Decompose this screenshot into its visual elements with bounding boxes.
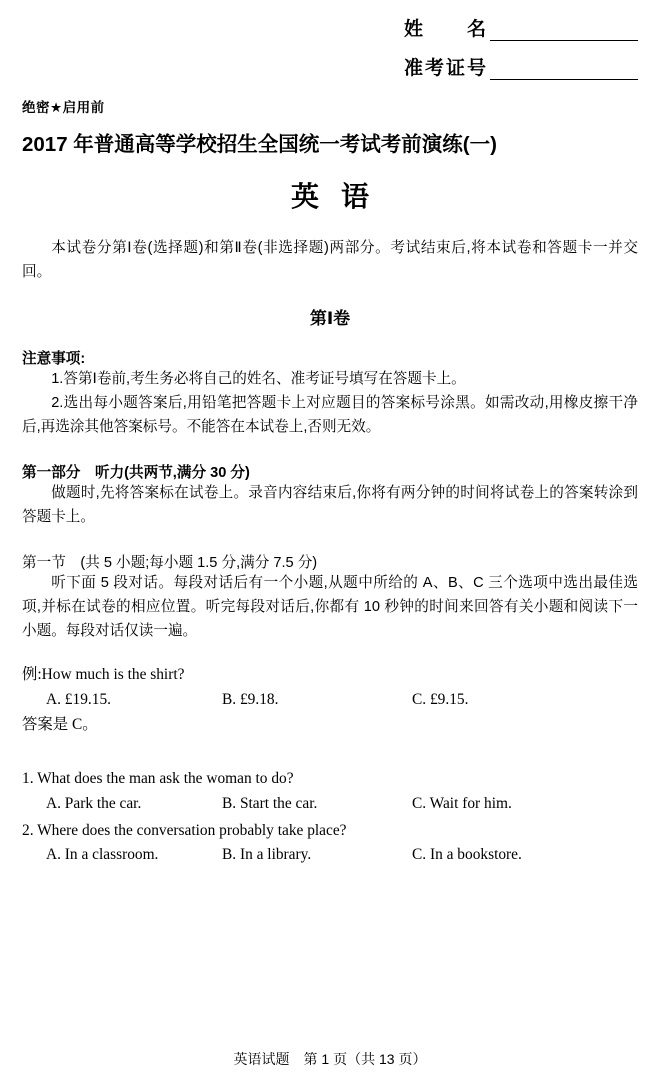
example-option-c[interactable]: C. £9.15. bbox=[412, 691, 469, 709]
exam-paper-page bbox=[0, 14, 660, 1075]
notice-item-2: 2.选出每小题答案后,用铅笔把答题卡上对应题目的答案标号涂黑。如需改动,用橡皮擦干净后,再选涂其他答案标号。不能答在本试卷上,否则无效。 bbox=[22, 394, 638, 435]
name-field-row bbox=[22, 14, 638, 41]
question-list bbox=[22, 767, 638, 868]
example-options bbox=[22, 688, 638, 713]
ticket-field-row bbox=[22, 53, 638, 80]
question-2-option-a[interactable]: A. In a classroom. bbox=[46, 846, 159, 864]
notice-heading: 注意事项: bbox=[22, 351, 86, 368]
example-option-b[interactable]: B. £9.18. bbox=[222, 691, 279, 709]
example-answer: 答案是 C。 bbox=[22, 715, 98, 733]
page-title: 2017 年普通高等学校招生全国统一考试考前演练(一) bbox=[22, 133, 497, 156]
question-1-options bbox=[22, 792, 638, 817]
part-one-heading: 第一部分 听力(共两节,满分 30 分) bbox=[22, 465, 250, 482]
question-2-option-c[interactable]: C. In a bookstore. bbox=[412, 846, 522, 864]
secret-notice: 绝密★启用前 bbox=[22, 100, 105, 115]
part-one-description: 做题时,先将答案标在试卷上。录音内容结束后,你将有两分钟的时间将试卷上的答案转涂到答题卡上。 bbox=[22, 485, 638, 525]
question-2-options bbox=[22, 843, 638, 868]
question-1-option-b[interactable]: B. Start the car. bbox=[222, 794, 318, 812]
intro-block bbox=[22, 237, 638, 284]
intro-text: 本试卷分第Ⅰ卷(选择题)和第Ⅱ卷(非选择题)两部分。考试结束后,将本试卷和答题卡一并交回。 bbox=[22, 240, 638, 280]
question-1-prompt: 1. What does the man ask the woman to do? bbox=[22, 770, 294, 788]
example-option-a[interactable]: A. £19.15. bbox=[46, 691, 111, 709]
name-label: 姓 名 bbox=[403, 19, 488, 40]
notice-item-1: 1.答第Ⅰ卷前,考生务必将自己的姓名、准考证号填写在答题卡上。 bbox=[51, 371, 466, 388]
question-item bbox=[22, 767, 638, 816]
paper-section-heading: 第Ⅰ卷 bbox=[309, 309, 351, 329]
question-2-option-b[interactable]: B. In a library. bbox=[222, 846, 312, 864]
question-1-option-c[interactable]: C. Wait for him. bbox=[412, 794, 512, 812]
section-one-description: 听下面 5 段对话。每段对话后有一个小题,从题中所给的 A、B、C 三个选项中选出最佳选项,并标在试卷的相应位置。听完每段对话后,你都有 10 秒钟的时间来回答有关小题和阅读下一小题。每段对话仅读一遍。 bbox=[22, 575, 638, 639]
section-one-heading: 第一节 (共 5 小题;每小题 1.5 分,满分 7.5 分) bbox=[22, 555, 318, 572]
question-item bbox=[22, 819, 638, 868]
page-footer: 英语试题 第 1 页（共 13 页） bbox=[233, 1051, 427, 1067]
question-1-option-a[interactable]: A. Park the car. bbox=[46, 794, 142, 812]
ticket-label: 准考证号 bbox=[403, 58, 488, 79]
subject-title: 英语 bbox=[290, 181, 391, 212]
name-input-line[interactable] bbox=[490, 20, 638, 41]
example-block bbox=[22, 663, 638, 737]
example-prompt: 例:How much is the shirt? bbox=[22, 666, 185, 684]
question-2-prompt: 2. Where does the conversation probably take place? bbox=[22, 821, 347, 839]
ticket-input-line[interactable] bbox=[490, 59, 638, 80]
